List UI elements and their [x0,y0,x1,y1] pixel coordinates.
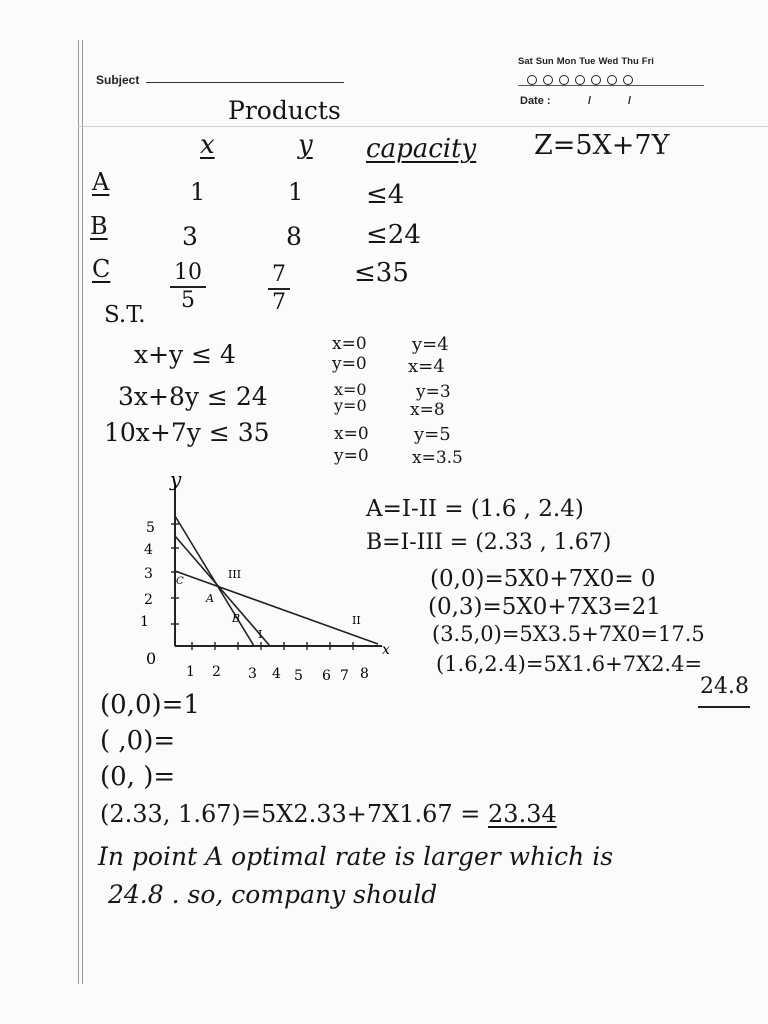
point-label-c: C [176,576,184,587]
day-tue: Tue [579,56,596,67]
conclusion-line-1: In point A optimal rate is larger which is [98,842,614,871]
eval-3: (3.5,0)=5X3.5+7X0=17.5 [432,622,705,646]
day-fri: Fri [641,56,654,67]
y-tick-label: 3 [144,566,153,582]
subject-underline [146,82,344,83]
row-b-x: 3 [182,222,198,251]
day-wed: Wed [598,56,619,67]
day-circle-icon [559,75,569,85]
bottom-eval-4 [100,800,557,828]
bottom-eval-4-expr: (2.33, 1.67)=5X2.33+7X1.67 = [100,800,489,828]
header-rule [78,126,768,127]
x-tick-label: 5 [294,668,303,684]
row-a-x: 1 [190,178,206,206]
intercept-3a: x=0 [334,380,367,399]
subject-label: Subject [96,73,140,87]
date-label: Date : [520,95,551,107]
row-a-capacity: ≤4 [366,180,405,210]
row-b-y: 8 [286,222,302,251]
bottom-eval-3: (0, )= [100,762,176,792]
eval-2: (0,3)=5X0+7X3=21 [428,594,661,620]
constraint-2: 3x+8y ≤ 24 [118,382,268,411]
bottom-eval-2: ( ,0)= [100,726,176,756]
col-x-header: x [200,130,215,160]
x-tick-label: 4 [272,666,281,682]
col-capacity-header: capacity [366,134,477,164]
y-tick-label: 5 [146,520,155,536]
x-tick-label: 7 [340,668,349,684]
intercept-6a: y=0 [334,446,369,466]
col-y-header: y [298,130,313,160]
day-thu: Thu [621,56,639,67]
intercept-4b: x=8 [410,400,445,420]
feasible-region-graph [130,466,390,696]
constraint-line-1 [175,536,270,646]
intercept-5a: x=0 [334,424,369,444]
line-label-3: III [228,568,242,581]
intercept-4a: y=0 [334,396,367,415]
line-label-2: II [352,614,361,627]
row-c-y-num: 7 [268,264,290,290]
weekday-underline [518,85,704,86]
intercept-2a: y=0 [332,354,367,374]
row-c-x-den: 5 [181,288,195,313]
eval-4-result: 24.8 [700,674,749,699]
y-axis-label: y [170,467,182,491]
day-circle-icon [527,75,537,85]
row-c-x-num: 10 [170,262,206,288]
objective-function: Z=5X+7Y [534,130,670,161]
intercept-1a: x=0 [332,334,367,354]
row-a-y: 1 [288,178,304,206]
row-b-capacity: ≤24 [366,220,421,250]
x-tick-label: 3 [248,666,257,682]
point-b-def: B=I-III = (2.33 , 1.67) [366,530,612,555]
point-label-b: B [232,612,241,625]
intercept-6b: x=3.5 [412,448,463,468]
intercept-2b: x=4 [408,356,445,377]
st-label: S.T. [104,302,146,328]
weekday-circles [518,70,708,89]
weekday-labels [518,56,708,67]
constraint-line-2 [175,571,378,644]
eval-result-underline [698,706,750,708]
constraint-line-3 [175,516,254,646]
x-tick-label: 8 [360,666,369,682]
day-circle-icon [607,75,617,85]
row-b-label: B [90,212,108,240]
x-tick-label: 1 [186,664,195,680]
left-margin-line-2 [82,40,83,984]
intercept-3b: y=3 [416,382,451,402]
eval-4: (1.6,2.4)=5X1.6+7X2.4= [436,652,703,676]
y-tick-label: 1 [140,614,149,630]
point-label-a: A [206,592,214,605]
x-tick-label: 2 [212,664,221,680]
row-c-y-den: 7 [272,290,286,315]
constraint-1: x+y ≤ 4 [134,340,236,369]
date-sep-1: / [588,95,592,107]
point-a-def: A=I-II = (1.6 , 2.4) [366,496,584,522]
bottom-eval-4-result: 23.34 [488,800,557,828]
line-label-1: I [258,628,263,641]
eval-1: (0,0)=5X0+7X0= 0 [430,566,656,592]
row-c-label: C [92,255,111,283]
conclusion-line-2: 24.8 . so, company should [108,880,438,909]
y-tick-label: 2 [144,592,153,608]
intercept-5b: y=5 [414,424,451,445]
date-sep-2: / [628,95,632,107]
row-c-x [170,262,206,313]
row-c-y [268,264,290,315]
intercept-1b: y=4 [412,334,449,355]
x-axis-label: x [382,642,390,658]
products-title: Products [228,96,341,125]
left-margin-line [78,40,79,984]
day-mon: Mon [556,56,577,67]
constraint-3: 10x+7y ≤ 35 [104,418,270,447]
y-tick-label: 4 [144,542,153,558]
day-sun: Sun [535,56,554,67]
day-circle-icon [575,75,585,85]
day-sat: Sat [518,56,533,67]
origin-label: 0 [146,649,157,668]
row-c-capacity: ≤35 [354,258,409,288]
day-circle-icon [543,75,553,85]
day-circle-icon [591,75,601,85]
row-a-label: A [92,168,110,196]
day-circle-icon [623,75,633,85]
bottom-eval-1: (0,0)=1 [100,690,200,720]
x-tick-label: 6 [322,668,331,684]
